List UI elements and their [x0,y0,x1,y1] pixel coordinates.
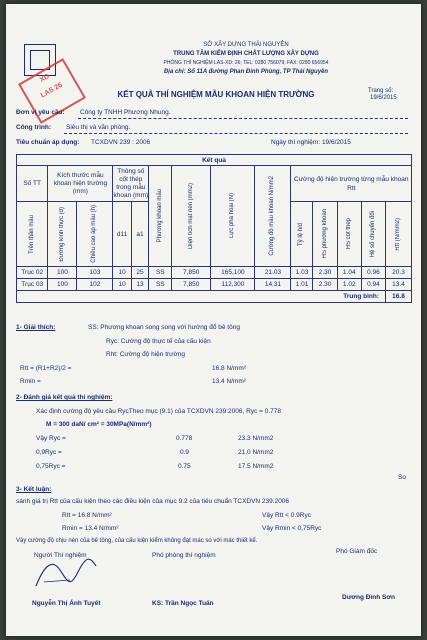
cell-method: SS [149,279,172,291]
assessment-line2: M = 300 daN/ cm² = 30MPa(N/mm²) [46,421,152,428]
sub-rtt: Rtt (N/mm2) [395,217,401,251]
cell-ratio: 1.03 [291,267,313,279]
cell-convert: 0.96 [361,267,385,279]
tester-signature [30,552,102,592]
ryc-label: Vậy Ryc = [36,435,66,442]
col-force: Lực phá hoại (N) [229,193,236,239]
ryc09-coef: 0.9 [180,449,190,456]
ryc-coef: 0.778 [176,435,193,442]
center-name: TRUNG TÂM KIỂM ĐỊNH CHẤT LƯỢNG XÂY DỰNG [173,51,319,57]
client-name: Công ty TNHH Phương Nhung. [80,109,171,116]
rmin-label: Rmin = [20,378,41,385]
page-number-label: Trang số: [368,88,394,94]
cell-hs-steel: 1.02 [337,279,361,291]
cell-strength: 14.31 [255,279,291,291]
project-label: Công trình: [16,124,52,131]
cell-a1: 13 [131,279,149,291]
cell-ratio: 1.01 [291,279,313,291]
cell-force: 112,300 [211,279,255,291]
report-title: KẾT QUẢ THÍ NGHIỆM MẪU KHOAN HIỆN TRƯỜNG [117,90,315,99]
rtt-value: 16.8 N/mm² [212,365,246,372]
sub-a1: a1 [131,202,149,267]
sub-height: Chiều cao áp mẫu (h) [91,205,98,263]
table-row [17,267,412,279]
sub-ratio: Tỷ lệ h/d [298,222,305,246]
cell-rtt: 13.4 [386,279,412,291]
cell-strength: 21.03 [255,267,291,279]
conclusion-line1: sánh giá trị Rtt của cấu kiện theo các điều kiện của mục 9.2 của tiêu chuẩn TCXDVN 239:2006 [16,498,290,505]
col-stt: Số TT [17,166,48,202]
sub-hs-method: HS phương khoan [321,209,328,259]
conclusion-rmin-compare: Vậy Rmin < 0,75Ryc [262,525,322,532]
cell-convert: 0.94 [361,279,385,291]
standard-label: Tiêu chuẩn áp dụng: [16,139,80,146]
ryc09-label: 0,9Ryc = [36,449,62,456]
col-strength: Cường độ mẫu khoan N/mm2 [269,176,276,256]
director-title: Phó Giám đốc [336,548,378,555]
result-header: Kết quả [17,155,412,166]
cell-hs-method: 2.30 [313,279,337,291]
average-value: 16.8 [386,291,412,303]
cell-a1: 25 [131,267,149,279]
lead-title: Phó phòng thí nghiệm [152,552,216,559]
conclusion-final: Vậy cường độ chịu nén của bê tông, của cấu kiện kiểm không đạt mác so với mác thiết kế. [16,538,258,544]
average-label: Trung bình: [17,291,386,303]
col-steel: Thông số cốt thép trong mẫu khoan (mm) [113,166,149,202]
report-page [6,4,421,636]
dotted-line [78,118,408,119]
project-name: Siêu thị và văn phòng. [66,124,131,131]
sub-hs-convert: Hệ số chuyển đổi [369,210,376,258]
cell-area: 7,850 [172,279,211,291]
standard-value: TCXDVN 239 : 2006 [91,139,151,146]
ryc075-coef: 0.75 [178,463,191,470]
lead-name: KS: Trần Ngọc Tuấn [152,600,214,607]
cell-d11: 10 [113,279,131,291]
dotted-line [64,133,408,134]
cell-diameter: 100 [48,267,77,279]
ryc-value: 23.3 N/mm2 [238,435,274,442]
ryc075-value: 17.5 N/mm2 [238,463,274,470]
note-ryc: Ryc: Cường độ thực tế của cấu kiện [106,338,211,345]
col-group: Cường độ hiện trường từng mẫu khoan Rtt [291,166,412,202]
note-ss: SS: Phương khoan song song với hướng đổ bê tông [88,324,240,331]
sub-diameter: Đường kính thực (d) [58,206,65,262]
conclusion-rtt: Rtt = 16.8 N/mm² [62,512,112,519]
cell-height: 103 [77,267,113,279]
director-name: Dương Đình Sơn [342,594,395,601]
cell-d11: 10 [113,267,131,279]
cell-hs-steel: 1.04 [337,267,361,279]
col-area: Diện tích mặt nén (mm2) [187,182,194,250]
conclusion-rmin: Rmin = 13.4 N/mm² [62,525,119,532]
so-text: So [398,474,406,481]
sub-location: Trên thân mẫu [28,214,35,254]
address: Địa chỉ: Số 11A đường Phan Đình Phùng, TP Thái Nguyên [163,69,329,75]
cell-method: SS [149,267,172,279]
conclusion-heading: 3- Kết luận: [16,486,52,493]
cell-area: 7,850 [172,267,211,279]
rtt-formula: Rtt = (R1+R2)/2 = [20,365,72,372]
notes-heading: 1- Giải thích: [16,324,56,331]
rmin-value: 13.4 N/mm² [212,378,246,385]
cell-location: Trục 03 [17,279,48,291]
note-rht: Rht: Cường độ hiện trường [106,351,186,358]
col-size: Kích thước mẫu khoan hiện trường (mm) [48,166,113,202]
conclusion-rtt-compare: Vậy Rtt < 0.9Ryc [262,512,311,519]
tester-title: Người Thí nghiệm [34,552,87,559]
ryc09-value: 21.0 N/mm2 [238,449,274,456]
sub-hs-steel: HS cốt thép [345,218,352,250]
cell-height: 102 [77,279,113,291]
assessment-line1: Xác định cường độ yêu cầu RycTheo mục (9.1) của TCXDVN 239:2006, Ryc = 0.778 [36,408,281,415]
tester-name: Nguyễn Thị Ánh Tuyết [32,600,101,607]
table-row [17,279,412,291]
ryc075-label: 0,75Ryc = [36,463,66,470]
cell-location: Trục 02 [17,267,48,279]
dept-name: SỞ XÂY DỰNG THÁI NGUYÊN [203,42,289,48]
assessment-heading: 2- Đánh giá kết quả thí nghiệm: [16,394,113,401]
test-date: Ngày thí nghiệm: 19/6/2015 [271,139,351,146]
results-table [16,154,412,303]
cell-force: 165,100 [211,267,255,279]
cell-hs-method: 2.30 [313,267,337,279]
sub-d11: d11 [113,202,131,267]
col-method: Phương khoan mẫu [156,189,163,243]
lab-contact: PHÒNG THÍ NGHIỆM LAS-XD: 26; TEL: 0280 756079; FAX: 0280 656954 [163,60,329,66]
cell-rtt: 20.3 [386,267,412,279]
red-stamp: XD LAS 26 [18,58,86,124]
cell-diameter: 100 [48,279,77,291]
report-date: 19/6/2015 [370,95,397,101]
client-label: Đơn vị yêu cầu: [16,109,65,116]
